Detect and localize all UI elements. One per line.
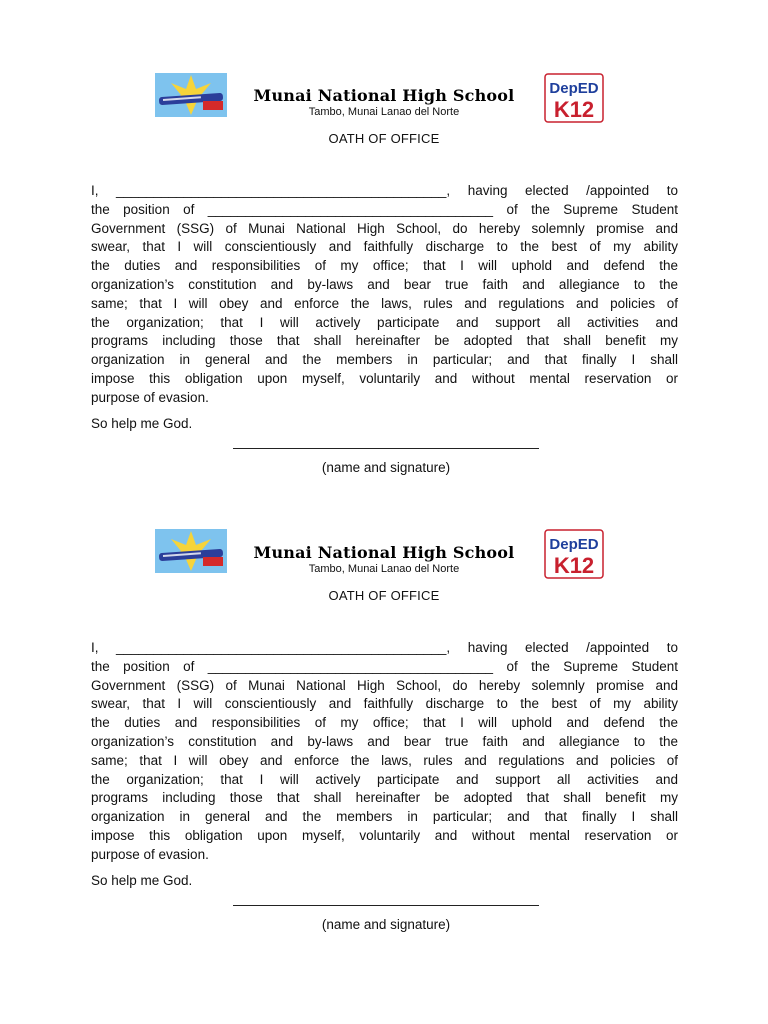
oath-line: swear, that I will conscientiously and faithfully discharge to the best of my ability [91, 239, 678, 255]
school-name: Munai National High School [253, 86, 515, 105]
oath-line: the organization; that I will actively participate and support all activities and [91, 314, 678, 330]
oath-form-2 [0, 457, 768, 932]
oath-line: organization’s constitution and by-laws and bear true faith and allegiance to the [91, 276, 678, 292]
svg-text:K12: K12 [553, 553, 595, 578]
school-name: Munai National High School [253, 543, 515, 562]
oath-line: the position of ______________________________________ of the Supreme Student [91, 201, 678, 217]
closing-text: So help me God. [91, 416, 193, 431]
oath-line: same; that I will obey and enforce the laws, rules and regulations and policies of [91, 752, 678, 768]
svg-text:DepED: DepED [549, 536, 599, 553]
oath-line: the organization; that I will actively participate and support all activities and [91, 771, 678, 787]
oath-line: Government (SSG) of Munai National High School, do hereby solemnly promise and [91, 677, 678, 693]
oath-line: programs including those that shall hereinafter be adopted that shall benefit my [91, 333, 678, 349]
oath-line: purpose of evasion. [91, 389, 209, 405]
oath-line: the position of ______________________________________ of the Supreme Student [91, 658, 678, 674]
oath-line: Government (SSG) of Munai National High School, do hereby solemnly promise and [91, 220, 678, 236]
oath-line: organization in general and the members in particular; and that finally I shall [91, 352, 678, 368]
document-title: OATH OF OFFICE [328, 131, 440, 146]
oath-line: the duties and responsibilities of my office; that I will uphold and defend the [91, 258, 678, 274]
oath-line: impose this obligation upon myself, voluntarily and without mental reservation or [91, 370, 678, 386]
oath-paragraph [91, 639, 678, 865]
school-address: Tambo, Munai Lanao del Norte [308, 106, 460, 118]
school-address: Tambo, Munai Lanao del Norte [308, 563, 460, 575]
signature-line [233, 905, 539, 906]
oath-line: the duties and responsibilities of my office; that I will uphold and defend the [91, 715, 678, 731]
signature-line [233, 448, 539, 449]
oath-paragraph [91, 182, 678, 408]
svg-text:DepED: DepED [549, 80, 599, 97]
signature-caption: (name and signature) [321, 917, 451, 932]
signature-caption: (name and signature) [321, 460, 451, 475]
oath-line: swear, that I will conscientiously and faithfully discharge to the best of my ability [91, 696, 678, 712]
document-title: OATH OF OFFICE [328, 588, 440, 603]
oath-line: I, ____________________________________________, having elected /appointed to [91, 183, 678, 198]
deped-k12-logo-icon [544, 529, 604, 579]
oath-line: organization in general and the members in particular; and that finally I shall [91, 809, 678, 825]
oath-line: organization’s constitution and by-laws and bear true faith and allegiance to the [91, 733, 678, 749]
svg-text:K12: K12 [553, 97, 595, 122]
oath-line: impose this obligation upon myself, voluntarily and without mental reservation or [91, 827, 678, 843]
oath-line: I, ____________________________________________, having elected /appointed to [91, 640, 678, 655]
oath-line: programs including those that shall hereinafter be adopted that shall benefit my [91, 790, 678, 806]
oath-line: same; that I will obey and enforce the laws, rules and regulations and policies of [91, 295, 678, 311]
oath-line: purpose of evasion. [91, 846, 209, 862]
closing-text: So help me God. [91, 873, 193, 888]
oath-form-1 [0, 0, 768, 475]
deped-k12-logo-icon [544, 73, 604, 123]
